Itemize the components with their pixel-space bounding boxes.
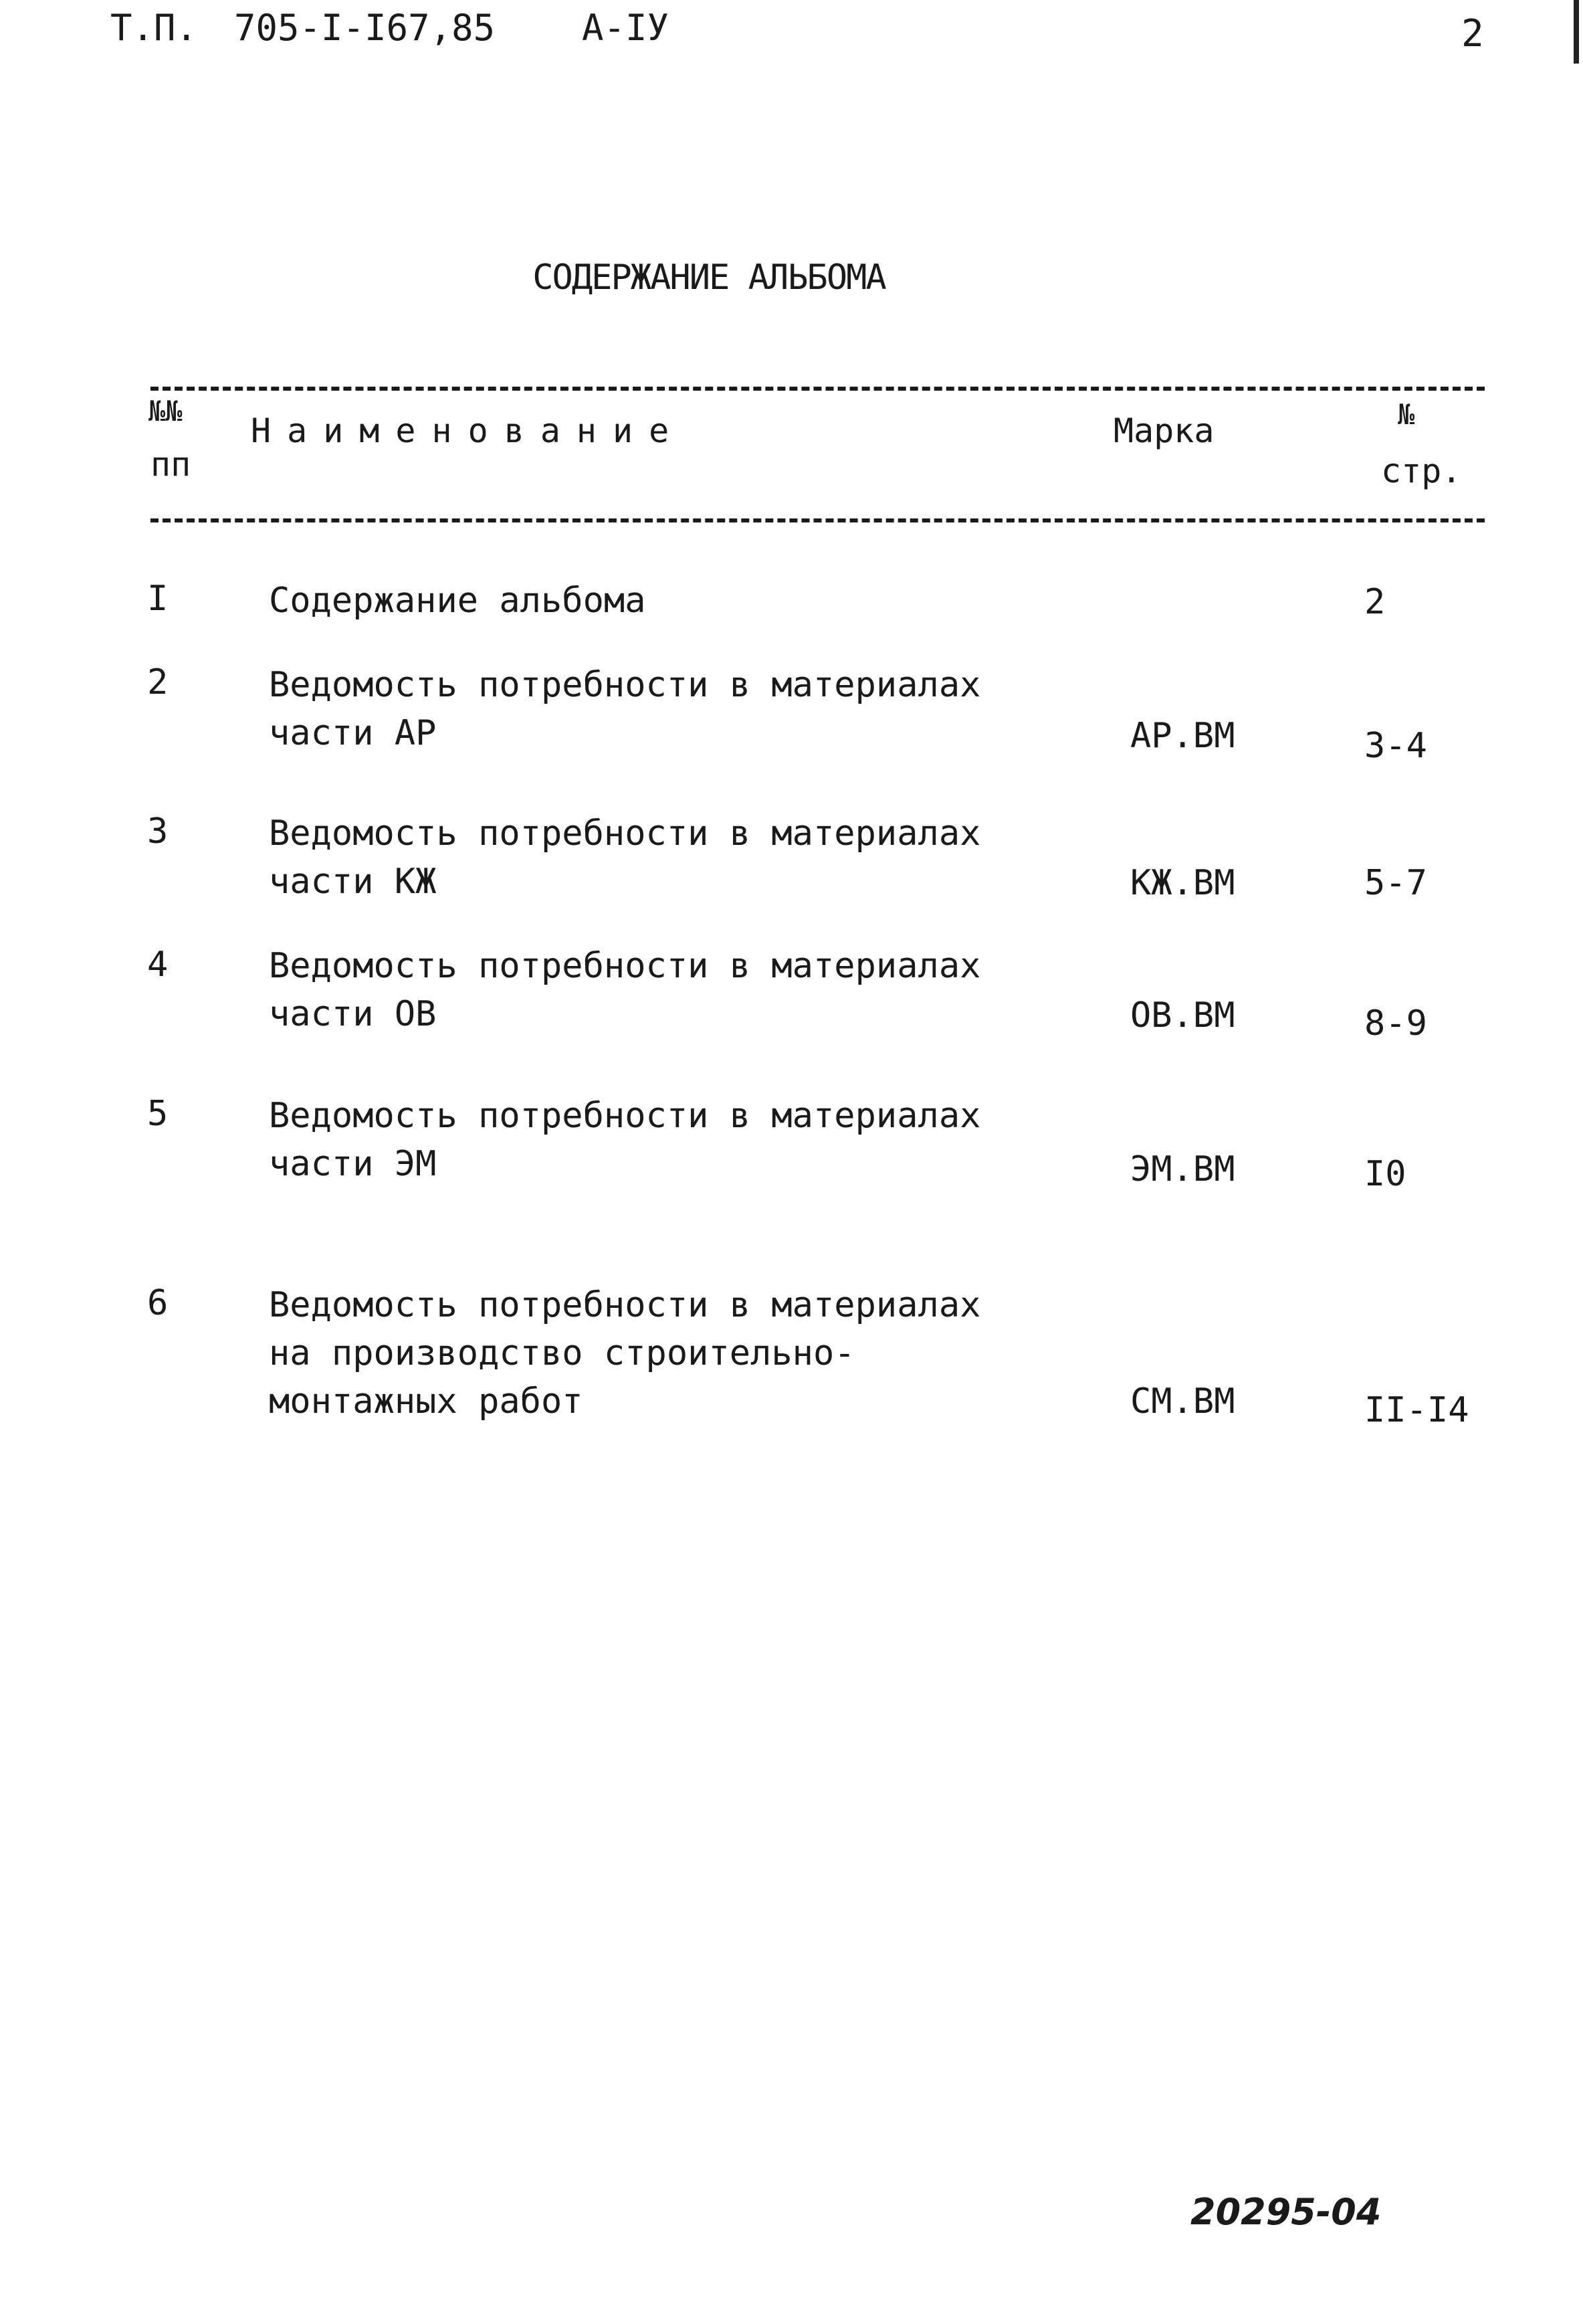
row-number: 6 — [147, 1283, 169, 1323]
table-top-divider — [150, 387, 1485, 391]
table-header-divider — [150, 518, 1485, 522]
row-mark: КЖ.ВМ — [1130, 863, 1235, 903]
row-name-line: части ЭМ — [269, 1144, 437, 1184]
header-page-number: 2 — [1461, 12, 1484, 56]
row-name — [269, 1281, 980, 1426]
header-series: Т.П. — [110, 7, 198, 49]
column-header-page: № — [1398, 398, 1415, 431]
row-pages: 8-9 — [1364, 1003, 1427, 1044]
row-name — [269, 942, 980, 1038]
column-header-mark: Марка — [1114, 411, 1215, 450]
row-number: 3 — [147, 811, 169, 852]
row-name-line: части ОВ — [269, 994, 437, 1034]
row-name-line: части АР — [269, 713, 437, 753]
row-name-line: части КЖ — [269, 862, 437, 902]
scan-border — [1574, 0, 1579, 64]
page-title: СОДЕРЖАНИЕ АЛЬБОМА — [532, 258, 885, 298]
row-mark: ЭМ.ВМ — [1130, 1149, 1235, 1189]
row-name-line: на производство строительно- — [269, 1333, 855, 1373]
row-mark: СМ.ВМ — [1130, 1381, 1235, 1422]
row-mark: АР.ВМ — [1130, 716, 1235, 756]
row-number: I — [147, 579, 169, 619]
header-project-code: 705-I-I67,85 — [234, 7, 496, 49]
row-pages: 2 — [1364, 582, 1386, 622]
row-number: 5 — [147, 1094, 169, 1134]
header-album: А-IУ — [582, 7, 669, 49]
row-name-line: Ведомость потребности в материалах — [269, 665, 981, 705]
row-name — [269, 1092, 980, 1188]
row-number: 2 — [147, 662, 169, 702]
row-pages: I0 — [1364, 1154, 1406, 1194]
row-name-line: Ведомость потребности в материалах — [269, 946, 981, 986]
row-name-line: Ведомость потребности в материалах — [269, 1096, 981, 1136]
row-name-line: Ведомость потребности в материалах — [269, 1285, 981, 1325]
row-pages: 5-7 — [1364, 863, 1427, 903]
row-name-line: монтажных работ — [269, 1381, 583, 1422]
archive-stamp-number: 20295-04 — [1190, 2191, 1382, 2233]
column-header-page-sub: стр. — [1381, 452, 1462, 490]
row-name — [269, 577, 646, 625]
row-pages: II-I4 — [1364, 1390, 1469, 1430]
row-number: 4 — [147, 945, 169, 985]
column-header-number-sub: пп — [150, 445, 191, 484]
row-name — [269, 809, 980, 906]
row-name — [269, 661, 980, 757]
column-header-number: №№ — [148, 395, 183, 427]
row-name-line: Содержание альбома — [269, 581, 646, 621]
row-mark: ОВ.ВМ — [1130, 995, 1235, 1036]
column-header-name: Наименование — [251, 411, 685, 450]
row-name-line: Ведомость потребности в материалах — [269, 813, 981, 854]
row-pages: 3-4 — [1364, 726, 1427, 766]
